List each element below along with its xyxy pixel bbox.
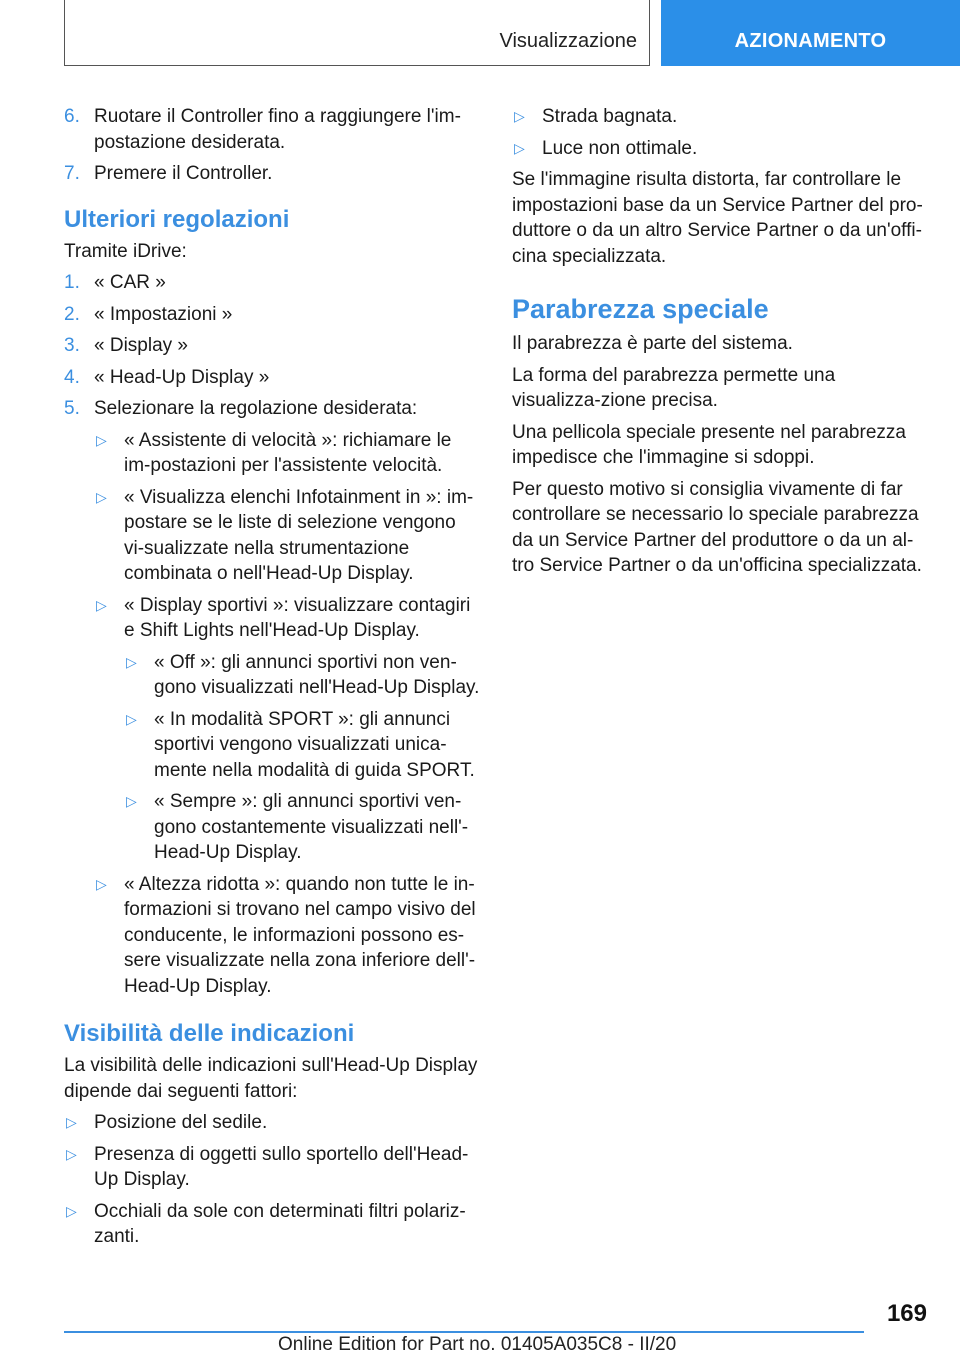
option-sempre bbox=[64, 789, 480, 866]
step-text: Ruotare il Controller fino a raggiungere l'im-postazione desiderata. bbox=[94, 106, 461, 153]
option-text: « Altezza ridotta »: quando non tutte le in-formazioni si trovano nel campo visivo del conducente, le informazioni possono es-sere visualizzate nella zona inferiore dell'-Head-Up Display. bbox=[124, 873, 476, 997]
fattore-text: Luce non ottimale. bbox=[542, 137, 698, 159]
step-item-7 bbox=[64, 161, 480, 187]
triangle-right-outline-icon: ▷ bbox=[96, 596, 107, 613]
step-text: « Head-Up Display » bbox=[94, 366, 270, 388]
heading-visibilita-indicazioni: Visibilità delle indicazioni bbox=[64, 1020, 355, 1047]
option-altezza-ridotta bbox=[64, 872, 480, 1000]
fattore-text: Posizione del sedile. bbox=[94, 1112, 268, 1133]
fattore-oggetti-sportello bbox=[64, 1142, 480, 1193]
triangle-right-outline-icon: ▷ bbox=[66, 1114, 77, 1130]
option-text: « Assistente di velocità »: richiamare le im-postazioni per l'assistente velocità. bbox=[124, 429, 452, 476]
fattore-text: Strada bagnata. bbox=[542, 106, 678, 127]
step-item-2 bbox=[64, 302, 480, 328]
triangle-right-outline-icon: ▷ bbox=[66, 1202, 77, 1219]
option-text: « Visualizza elenchi Infotainment in »: im-postare se le liste di selezione vengono vi-sualizzate nella strumentazione combinata o nell'Head-Up Display. bbox=[124, 486, 474, 584]
step-number: 4. bbox=[64, 366, 80, 388]
step-number: 3. bbox=[64, 335, 80, 356]
header-section-title: Visualizzazione bbox=[499, 30, 637, 52]
step-text: Premere il Controller. bbox=[94, 163, 273, 184]
header-section-box bbox=[64, 0, 650, 66]
step-item-4 bbox=[64, 365, 480, 391]
footer-edition-text: Online Edition for Part no. 01405A035C8 - II/20 bbox=[278, 1334, 677, 1355]
step-number: 5. bbox=[64, 398, 80, 419]
option-text: « Sempre »: gli annunci sportivi ven-gono costantemente visualizzati nell'-Head-Up Display. bbox=[154, 791, 469, 863]
paragraph-parabrezza-2: La forma del parabrezza permette una visualizza-zione precisa. bbox=[512, 364, 836, 411]
option-text: « Off »: gli annunci sportivi non ven-gono visualizzati nell'Head-Up Display. bbox=[154, 651, 480, 698]
option-modalita-sport bbox=[64, 707, 480, 784]
step-number: 2. bbox=[64, 303, 80, 325]
fattore-strada-bagnata bbox=[512, 104, 928, 130]
heading-ulteriori-regolazioni: Ulteriori regolazioni bbox=[64, 205, 290, 233]
step-number: 7. bbox=[64, 163, 80, 184]
paragraph-immagine-distorta: Se l'immagine risulta distorta, far controllare le impostazioni base da un Service Partner del pro-duttore o da un altro Service Partner o da un'offi-cina specializzata. bbox=[512, 169, 923, 267]
option-display-sportivi bbox=[64, 593, 480, 644]
step-text: « Display » bbox=[94, 335, 188, 356]
option-text: « In modalità SPORT »: gli annunci sportivi vengono visualizzati unica-mente nella modalità di guida SPORT. bbox=[154, 708, 475, 781]
fattore-occhiali-sole bbox=[64, 1199, 480, 1250]
option-off bbox=[64, 650, 480, 701]
fattore-text: Occhiali da sole con determinati filtri polariz-zanti. bbox=[94, 1200, 466, 1247]
footer-divider bbox=[64, 1331, 864, 1333]
step-text: « Impostazioni » bbox=[94, 303, 233, 325]
page-number: 169 bbox=[886, 1300, 927, 1327]
triangle-right-outline-icon: ▷ bbox=[66, 1145, 77, 1162]
right-column bbox=[512, 104, 928, 585]
triangle-right-outline-icon: ▷ bbox=[514, 139, 525, 156]
triangle-right-outline-icon: ▷ bbox=[126, 653, 137, 670]
step-item-5 bbox=[64, 396, 480, 422]
triangle-right-outline-icon: ▷ bbox=[96, 431, 107, 448]
left-column bbox=[64, 104, 480, 1256]
fattore-luce-non-ottimale bbox=[512, 136, 928, 162]
option-visualizza-elenchi bbox=[64, 485, 480, 587]
step-item-6 bbox=[64, 104, 480, 155]
triangle-right-outline-icon: ▷ bbox=[96, 875, 107, 892]
paragraph-parabrezza-4: Per questo motivo si consiglia vivamente di far controllare se necessario lo speciale parabrezza da un Service Partner del produttore o da un al-tro Service Partner o da un'officina specializzata. bbox=[512, 478, 922, 576]
step-number: 1. bbox=[64, 272, 80, 293]
paragraph-parabrezza-3: Una pellicola speciale presente nel parabrezza impedisce che l'immagine si sdoppi. bbox=[512, 421, 906, 468]
paragraph-visibilita-intro: La visibilità delle indicazioni sull'Head-Up Display dipende dai seguenti fattori: bbox=[64, 1055, 478, 1102]
header-chapter-tab bbox=[661, 0, 960, 66]
step-item-3 bbox=[64, 333, 480, 359]
header-chapter-title: AZIONAMENTO bbox=[734, 30, 887, 52]
option-assistente-velocita bbox=[64, 428, 480, 479]
fattore-posizione-sedile bbox=[64, 1110, 480, 1136]
triangle-right-outline-icon: ▷ bbox=[96, 488, 107, 505]
heading-parabrezza-speciale: Parabrezza speciale bbox=[512, 294, 769, 324]
option-text: « Display sportivi »: visualizzare contagiri e Shift Lights nell'Head-Up Display. bbox=[124, 594, 471, 641]
step-text: Selezionare la regolazione desiderata: bbox=[94, 398, 418, 419]
step-text: « CAR » bbox=[94, 272, 166, 293]
paragraph-parabrezza-1: Il parabrezza è parte del sistema. bbox=[512, 333, 793, 354]
step-item-1 bbox=[64, 270, 480, 296]
fattore-text: Presenza di oggetti sullo sportello dell'Head-Up Display. bbox=[94, 1143, 469, 1190]
step-number: 6. bbox=[64, 106, 80, 127]
paragraph-tramite: Tramite iDrive: bbox=[64, 240, 187, 262]
triangle-right-outline-icon: ▷ bbox=[126, 710, 137, 727]
triangle-right-outline-icon: ▷ bbox=[514, 108, 525, 124]
triangle-right-outline-icon: ▷ bbox=[126, 793, 137, 809]
